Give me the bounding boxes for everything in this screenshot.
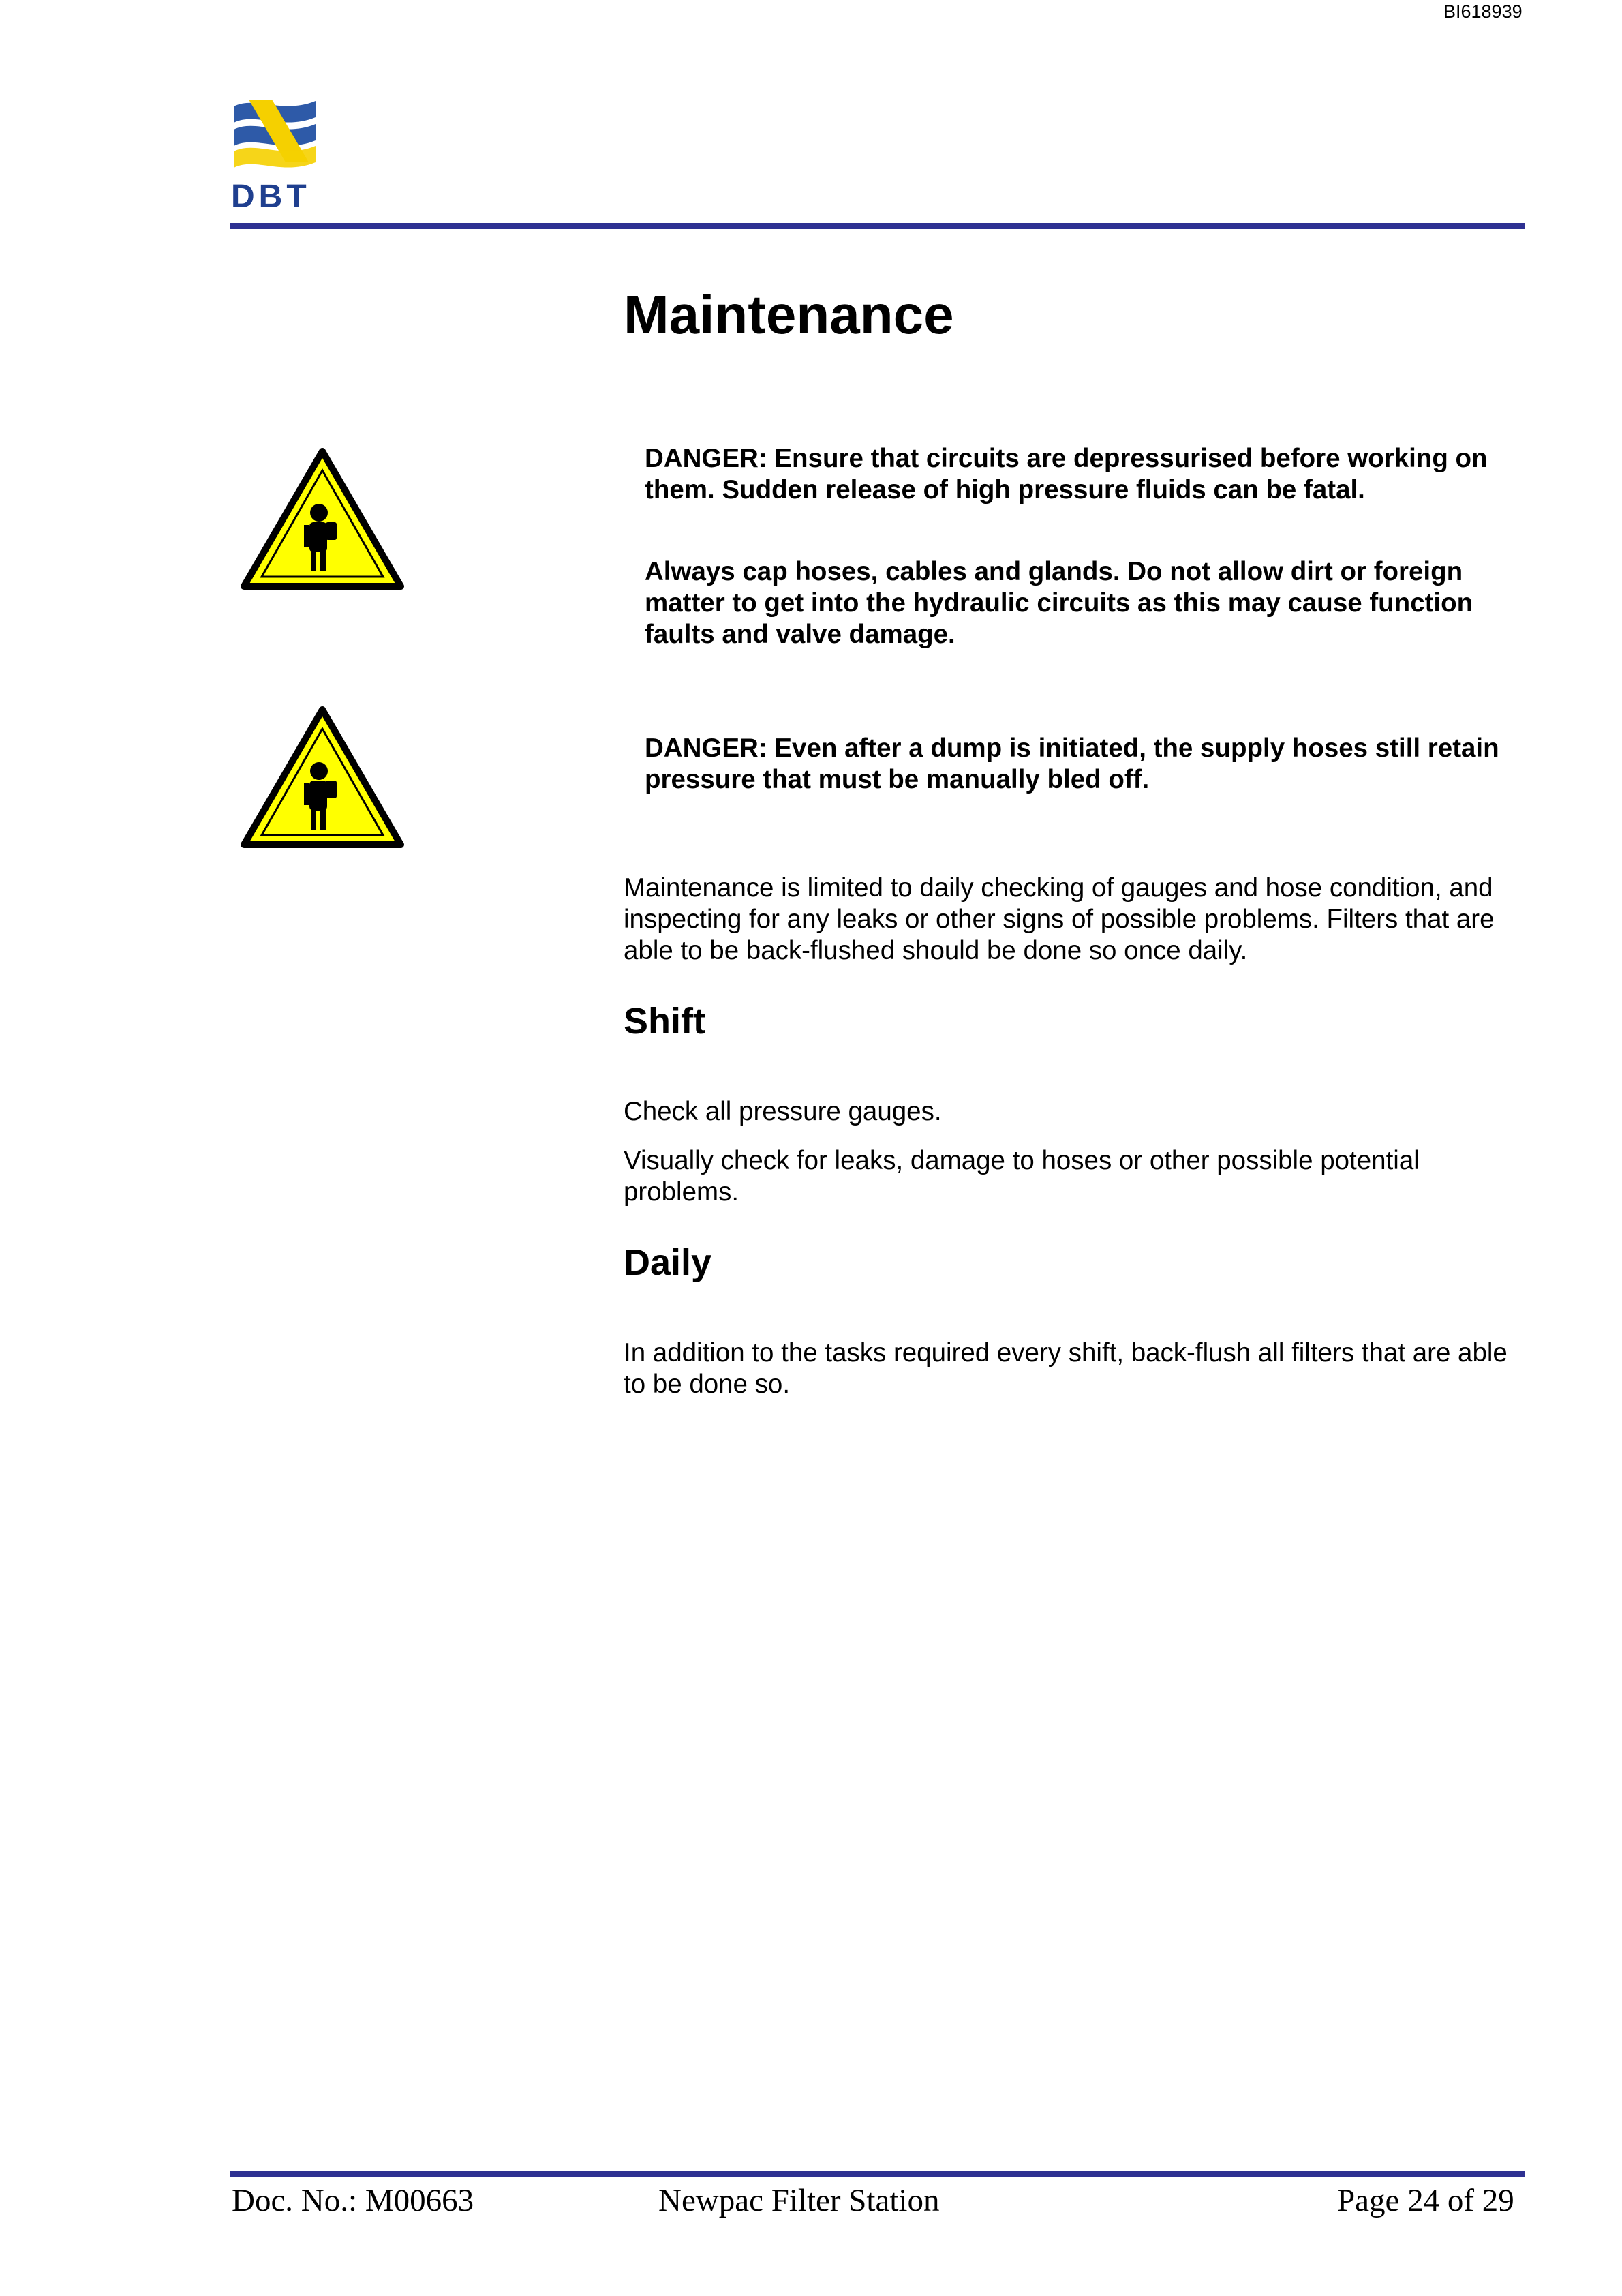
caution-note-cap-hoses: Always cap hoses, cables and glands. Do not allow dirt or foreign matter to get into the hydraulic circuits as this may cause function faults and valve damage.: [645, 557, 1473, 649]
footer-rule: [230, 2171, 1525, 2177]
shift-task: Visually check for leaks, damage to hoses or other possible potential problems.: [624, 1146, 1420, 1207]
logo-text: DBT: [231, 179, 311, 215]
warning-person-icon: [239, 704, 406, 851]
intro-paragraph: Maintenance is limited to daily checking of gauges and hose condition, and inspecting for any leaks or other signs of possible problems. Filters that are able to be back-flushed should be done so once daily.: [624, 873, 1495, 965]
danger-note-bleed-pressure: DANGER: Even after a dump is initiated, the supply hoses still retain pressure that must be manually bled off.: [645, 734, 1499, 794]
dbt-logo-graphic: [228, 94, 324, 217]
footer-page-number: Page 24 of 29: [1337, 2183, 1514, 2218]
section-heading-shift: Shift: [624, 1001, 705, 1042]
document-code: BI618939: [1443, 1, 1522, 22]
footer-doc-number: Doc. No.: M00663: [232, 2183, 474, 2218]
warning-person-icon: [239, 446, 406, 593]
daily-task: In addition to the tasks required every shift, back-flush all filters that are able to be done so.: [624, 1338, 1508, 1399]
dbt-logo: [228, 94, 324, 217]
section-heading-daily: Daily: [624, 1242, 712, 1283]
danger-note-depressurise: DANGER: Ensure that circuits are depressurised before working on them. Sudden release of high pressure fluids can be fatal.: [645, 444, 1488, 504]
shift-task: Check all pressure gauges.: [624, 1097, 942, 1126]
footer-doc-title: Newpac Filter Station: [658, 2183, 940, 2218]
header-rule: [230, 223, 1525, 229]
page-title: Maintenance: [624, 284, 954, 345]
